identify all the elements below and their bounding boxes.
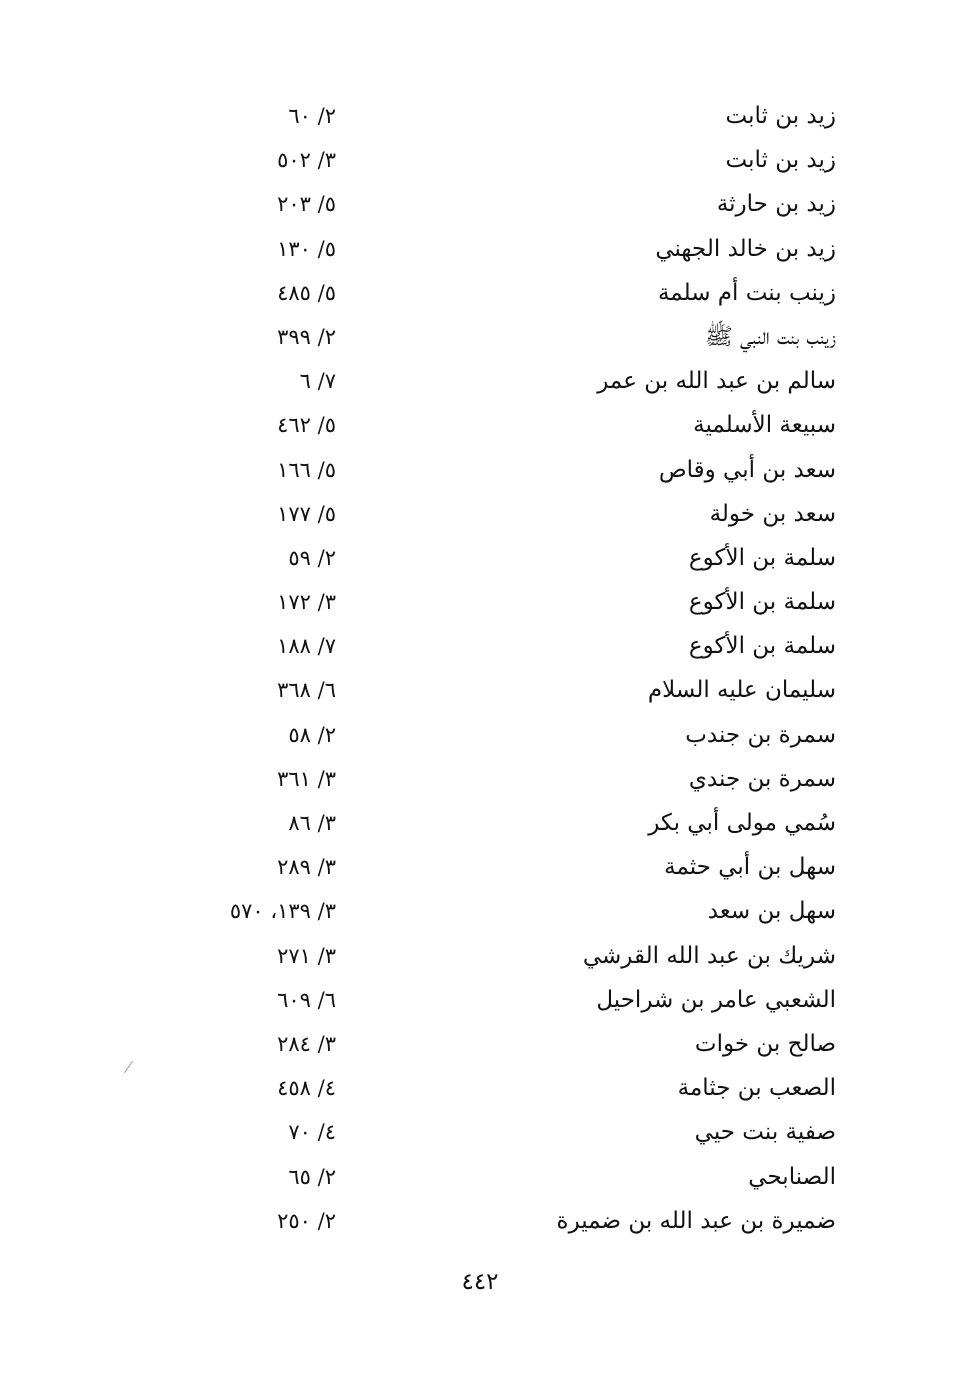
entry-name: سمرة بن جندي xyxy=(688,765,836,792)
entry-reference: ٥/ ٤٨٥ xyxy=(277,280,336,305)
index-entry xyxy=(0,1157,960,1201)
entry-reference: ٥/ ١٣٠ xyxy=(277,236,336,261)
entry-name: زيد بن ثابت xyxy=(725,147,836,174)
entry-reference: ٣/ ٨٦ xyxy=(288,811,336,835)
page-number: ٤٤٢ xyxy=(461,1269,499,1295)
entry-name: سعد بن خولة xyxy=(709,500,836,527)
entry-reference: ٣/ ١٧٢ xyxy=(277,590,336,615)
entry-name: سلمة بن الأكوع xyxy=(688,544,836,571)
index-entry xyxy=(0,847,960,891)
index-entry xyxy=(0,891,960,935)
entry-name: سلمة بن الأكوع xyxy=(688,589,836,616)
index-entry xyxy=(0,96,960,140)
entry-name: سهل بن أبي حثمة xyxy=(664,854,836,881)
entry-reference: ٢/ ٢٥٠ xyxy=(277,1208,336,1233)
entry-name: ضميرة بن عبد الله بن ضميرة xyxy=(556,1207,836,1234)
index-entry xyxy=(0,450,960,494)
entry-reference: ٣/ ٢٨٩ xyxy=(277,855,336,880)
index-list xyxy=(0,96,960,1245)
entry-reference: ٧/ ١٨٨ xyxy=(277,634,336,659)
entry-reference: ٣/ ١٣٩، ٥٧٠ xyxy=(229,899,336,924)
index-entry xyxy=(0,1201,960,1245)
index-entry xyxy=(0,715,960,759)
index-entry xyxy=(0,936,960,980)
entry-reference: ٥/ ١٦٦ xyxy=(277,457,336,482)
index-entry xyxy=(0,229,960,273)
entry-reference: ٣/ ٣٦١ xyxy=(277,766,336,791)
entry-name: زيد بن ثابت xyxy=(725,103,836,129)
entry-name: زينب بنت النبي ﷺ xyxy=(704,323,836,350)
entry-reference: ٢/ ٥٨ xyxy=(288,722,336,747)
entry-reference: ٥/ ٢٠٣ xyxy=(277,192,336,217)
entry-name: سُمي مولى أبي بكر xyxy=(648,810,836,836)
entry-name: سهل بن سعد xyxy=(707,898,836,925)
entry-name: سالم بن عبد الله بن عمر xyxy=(597,368,836,395)
index-entry xyxy=(0,759,960,803)
entry-reference: ٦/ ٦٠٩ xyxy=(277,987,336,1012)
entry-name: زينب بنت أم سلمة xyxy=(657,279,836,306)
entry-reference: ٣/ ٥٠٢ xyxy=(277,148,336,173)
index-entry xyxy=(0,361,960,405)
index-entry xyxy=(0,538,960,582)
entry-name: الصعب بن جثامة xyxy=(677,1075,836,1102)
entry-name: سليمان عليه السلام xyxy=(647,677,836,704)
entry-name: صالح بن خوات xyxy=(694,1030,836,1057)
entry-name: الشعبي عامر بن شراحيل xyxy=(596,986,836,1013)
index-entry xyxy=(0,980,960,1024)
entry-name: سبيعة الأسلمية xyxy=(693,412,836,439)
entry-reference: ٤/ ٧٠ xyxy=(288,1120,336,1145)
entry-name: صفية بنت حيي xyxy=(694,1119,836,1146)
entry-reference: ٢/ ٥٩ xyxy=(288,545,336,570)
entry-reference: ٦/ ٣٦٨ xyxy=(277,678,336,703)
index-entry xyxy=(0,184,960,228)
index-entry xyxy=(0,1112,960,1156)
index-entry xyxy=(0,1068,960,1112)
entry-reference: ٣/ ٢٨٤ xyxy=(277,1031,336,1056)
entry-name: الصنابحي xyxy=(748,1163,836,1190)
index-entry xyxy=(0,626,960,670)
entry-reference: ٢/ ٣٩٩ xyxy=(277,324,336,349)
entry-reference: ٢/ ٦٠ xyxy=(288,104,336,128)
entry-reference: ٥/ ٤٦٢ xyxy=(277,413,336,438)
index-entry xyxy=(0,494,960,538)
entry-name: سعد بن أبي وقاص xyxy=(658,456,836,483)
index-entry xyxy=(0,803,960,847)
index-entry xyxy=(0,140,960,184)
entry-reference: ٧/ ٦ xyxy=(299,369,336,394)
entry-reference: ٣/ ٢٧١ xyxy=(277,943,336,968)
entry-reference: ٢/ ٦٥ xyxy=(288,1164,336,1189)
index-entry xyxy=(0,273,960,317)
entry-reference: ٤/ ٤٥٨ xyxy=(277,1076,336,1101)
index-entry xyxy=(0,405,960,449)
index-entry xyxy=(0,317,960,361)
entry-name: سلمة بن الأكوع xyxy=(688,633,836,660)
entry-name: سمرة بن جندب xyxy=(685,721,836,748)
entry-name: زيد بن خالد الجهني xyxy=(655,235,836,262)
index-entry xyxy=(0,1024,960,1068)
entry-name: شريك بن عبد الله القرشي xyxy=(582,942,836,969)
index-entry xyxy=(0,582,960,626)
index-entry xyxy=(0,670,960,714)
entry-reference: ٥/ ١٧٧ xyxy=(277,501,336,526)
entry-name: زيد بن حارثة xyxy=(716,191,836,218)
